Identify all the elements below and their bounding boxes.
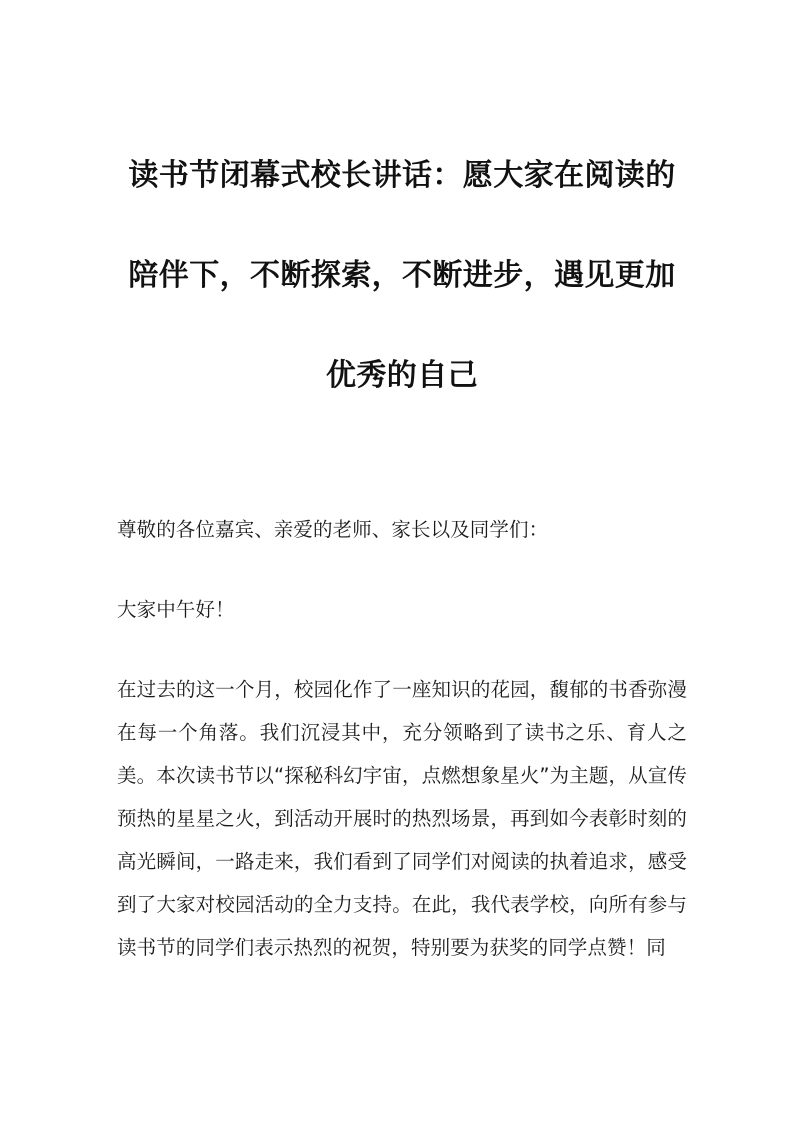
title-line-1: 读书节闭幕式校长讲话：愿大家在阅读的 xyxy=(128,158,676,193)
title-line-2: 陪伴下，不断探索，不断进步，遇见更加 xyxy=(128,258,676,293)
body-paragraph-1: 在过去的这一个月，校园化作了一座知识的花园，馥郁的书香弥漫在每一个角落。我们沉浸其中，充分领略到了读书之乐、育人之美。本次读书节以“探秘科幻宇宙，点燃想象星火”为主题，从宣传预热的星星之火，到活动开展时的热烈场景，再到如今表彰时刻的高光瞬间，一路走来，我们看到了同学们对阅读的执着追求，感受到了大家对校园活动的全力支持。在此，我代表学校，向所有参与读书节的同学们表示热烈的祝贺，特别要为获奖的同学点赞！同 xyxy=(117,678,687,959)
title-line-3: 优秀的自己 xyxy=(326,358,478,393)
document-body xyxy=(117,0,687,969)
title-body-spacer xyxy=(117,426,687,508)
greeting-paragraph: 大家中午好！ xyxy=(117,598,235,621)
salutation-paragraph: 尊敬的各位嘉宾、亲爱的老师、家长以及同学们： xyxy=(117,518,549,541)
page-title xyxy=(117,0,687,426)
